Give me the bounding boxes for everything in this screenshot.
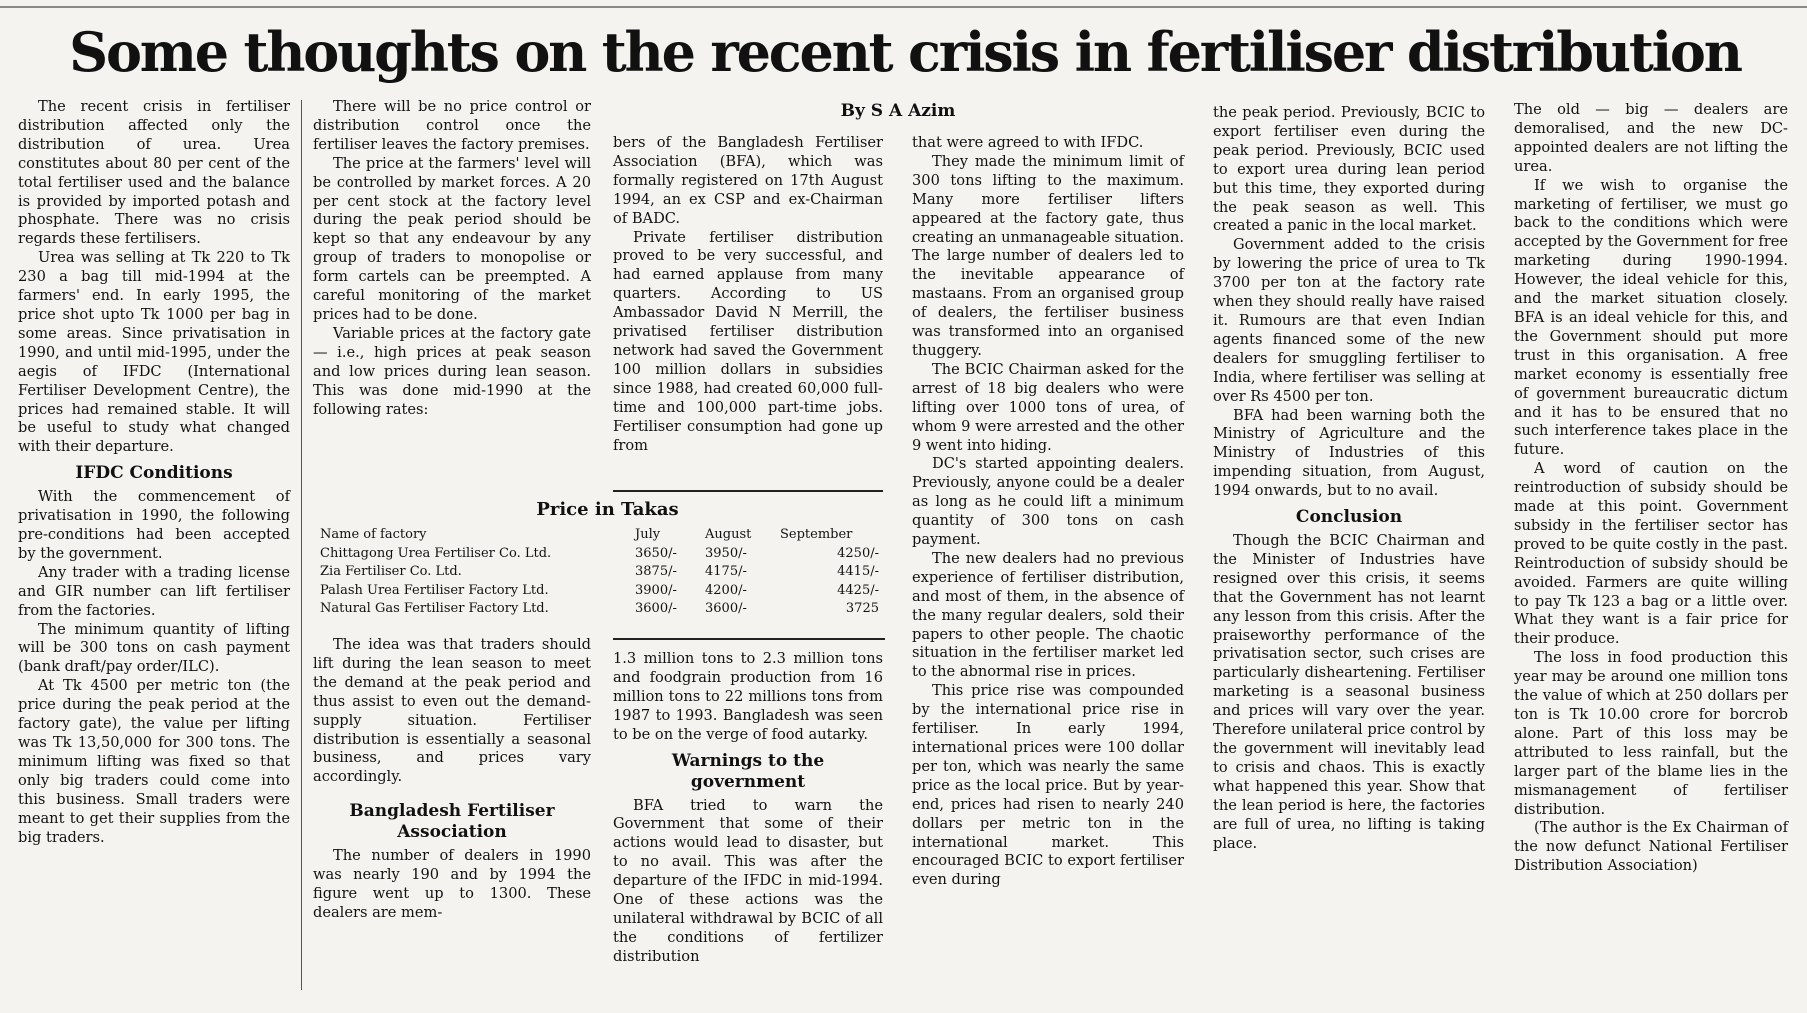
paragraph: bers of the Bangladesh Fertiliser Association (BFA), which was formally registered on 17th August 1994, an ex CSP and ex-Chairman of BADC.: [613, 134, 883, 227]
table-cell: Palash Urea Fertiliser Factory Ltd.: [320, 582, 549, 598]
paragraph: At Tk 4500 per metric ton (the price during the peak period at the factory gate), the value per lifting was Tk 13,50,000 for 300 tons. The minimum lifting was fixed so that only big traders could come into this business. Small traders were meant to get their supplies from the big traders.: [18, 677, 290, 846]
headline: Some thoughts on the recent crisis in fertiliser distribution: [69, 20, 1741, 84]
paragraph: Any trader with a trading license and GIR number can lift fertiliser from the factories.: [18, 563, 290, 619]
paragraph: DC's started appointing dealers. Previously, anyone could be a dealer as long as he could lift a minimum quantity of 300 tons on cash payment.: [912, 455, 1184, 549]
table-row: [320, 563, 885, 582]
paragraph: BFA had been warning both the Ministry of Agriculture and the Ministry of Industries of this impending situation, from August, 1994 onwards, but to no avail.: [1213, 406, 1485, 500]
subheading-conclusion: Conclusion: [1295, 507, 1403, 528]
paragraph: With the commencement of privatisation in 1990, the following pre-conditions had been accepted by the government.: [18, 488, 290, 562]
paragraph: Variable prices at the factory gate — i.e., high prices at peak season and low prices during lean season. This was done mid-1990 at the following rates:: [313, 324, 591, 418]
author-note: (The author is the Ex Chairman of the now defunct National Fertiliser Distribution Association): [1514, 819, 1788, 875]
table-cell: 4415/-: [837, 564, 879, 579]
paragraph: that were agreed to with IFDC.: [912, 134, 1144, 151]
paragraph: Though the BCIC Chairman and the Minister of Industries have resigned over this crisis, it seems that the Government has not learnt any lesson from this crisis. After the praiseworthy performance of the privatisation sector, such crises are particularly disheartening. Fertiliser marketing is a seasonal business and prices will vary over the year. Therefore unilateral price control by the government will inevitably lead to crisis and chaos. This is exactly what happened this year. Show that the lean period is here, the factories are full of urea, no lifting is taking place.: [1213, 532, 1485, 852]
column-2: [313, 98, 591, 419]
paragraph: The price at the farmers' level will be controlled by market forces. A 20 per cent stock at the factory level during the peak period should be kept so that any endeavour by any group of traders to monopolise or form cartels can be preempted. A careful monitoring of the market prices had to be done.: [313, 154, 591, 323]
paragraph: the peak period. Previously, BCIC to export fertiliser even during the peak period. Previously, BCIC used to export urea during lean period but this time, they exported during the peak season as well. This created a panic in the local market.: [1213, 104, 1485, 235]
paragraph: The minimum quantity of lifting will be 300 tons on cash payment (bank draft/pay order/ILC).: [18, 620, 290, 676]
paragraph: The idea was that traders should lift during the lean season to meet the demand at the peak period and thus assist to even out the demand-supply situation. Fertiliser distribution is essentially a seasonal business, and prices vary accordingly.: [313, 636, 591, 786]
table-header: July: [635, 527, 661, 542]
paragraph: The new dealers had no previous experience of fertiliser distribution, and most of them, in the absence of the many regular dealers, sold their papers to other people. The chaotic situation in the fertiliser market led to the abnormal rise in prices.: [912, 549, 1184, 681]
subheading-ifdc-conditions: IFDC Conditions: [75, 463, 233, 484]
byline: By S A Azim: [840, 101, 956, 121]
table-row: [320, 545, 885, 564]
column-1: [18, 98, 290, 847]
table-bottom-rule: [613, 638, 885, 640]
paragraph: Private fertiliser distribution proved to be very successful, and had earned applause from many quarters. According to US Ambassador David N Merrill, the privatised fertiliser distribution network had saved the Government 100 million dollars in subsidies since 1988, had created 60,000 full-time and 100,000 part-time jobs. Fertiliser consumption had gone up from: [613, 228, 883, 454]
column-5: [1213, 104, 1485, 853]
table-cell: 3725: [845, 601, 879, 616]
paragraph: There will be no price control or distribution control once the fertiliser leaves the factory premises.: [313, 98, 591, 153]
table-cell: 3650/-: [635, 545, 677, 561]
column-4: [912, 134, 1184, 890]
paragraph: The BCIC Chairman asked for the arrest of 18 big dealers who were lifting over 1000 tons of urea, of whom 9 were arrested and the other 9 went into hiding.: [912, 360, 1185, 454]
paragraph: The number of dealers in 1990 was nearly 190 and by 1994 the figure went up to 1300. These dealers are mem-: [313, 847, 591, 921]
price-table: [320, 498, 895, 619]
table-cell: 4200/-: [705, 582, 747, 598]
table-cell: Natural Gas Fertiliser Factory Ltd.: [320, 601, 549, 616]
table-cell: 4425/-: [837, 582, 879, 598]
column-2-lower: [313, 636, 591, 923]
rates-table: [320, 526, 885, 619]
subheading-warnings-to-the-government: Warnings to the government: [671, 750, 825, 792]
paragraph: The old — big — dealers are demoralised, and the new DC-appointed dealers are not lifting the urea.: [1514, 101, 1788, 175]
paragraph: Government added to the crisis by lowering the price of urea to Tk 3700 per ton at the factory rate when they should really have raised it. Rumours are that even Indian agents financed some of the new dealers for smuggling fertiliser to India, where fertiliser was selling at over Rs 4500 per ton.: [1213, 236, 1485, 405]
table-title: Price in Takas: [536, 499, 679, 520]
paragraph: 1.3 million tons to 2.3 million tons and foodgrain production from 16 million tons to 22 millions tons from 1987 to 1993. Bangladesh was seen to be on the verge of food autarky.: [613, 650, 883, 743]
column-3: [613, 134, 883, 455]
table-row: [320, 600, 885, 619]
table-header: August: [705, 527, 752, 542]
table-cell: 3900/-: [635, 582, 677, 598]
table-cell: Chittagong Urea Fertiliser Co. Ltd.: [320, 545, 552, 561]
paragraph: They made the minimum limit of 300 tons lifting to the maximum. Many more fertiliser lifters appeared at the factory gate, thus creating an unmanageable situation. The large number of dealers led to the inevitable appearance of mastaans. From an organised group of dealers, the fertiliser business was transformed into an organised thuggery.: [912, 152, 1185, 359]
subheading-bangladesh-fertiliser-association: Bangladesh Fertiliser Association: [349, 801, 555, 843]
paragraph: Urea was selling at Tk 220 to Tk 230 a bag till mid-1994 at the farmers' end. In early 1995, the price shot upto Tk 1000 per bag in some areas. Since privatisation in 1990, and until mid-1995, under the aegis of IFDC (International Fertiliser Development Centre), the prices had remained stable. It will be useful to study what changed with their departure.: [18, 249, 290, 456]
table-cell: 3950/-: [705, 545, 747, 561]
table-header: September: [780, 527, 853, 542]
table-cell: 3600/-: [635, 601, 677, 616]
paragraph: The loss in food production this year may be around one million tons the value of which at 250 dollars per ton is Tk 10.00 crore for borcrob alone. Part of this loss may be attributed to less rainfall, but the larger part of the blame lies in the mismanagement of fertiliser distribution.: [1514, 649, 1788, 818]
table-header: Name of factory: [320, 527, 427, 542]
table-cell: 3875/-: [635, 564, 677, 579]
table-cell: 3600/-: [705, 601, 747, 616]
table-cell: Zia Fertiliser Co. Ltd.: [320, 564, 462, 579]
column-3-lower: [613, 650, 883, 967]
table-header-row: [320, 526, 885, 545]
table-row: [320, 582, 885, 601]
paragraph: The recent crisis in fertiliser distribution affected only the distribution of urea. Urea constitutes about 80 per cent of the total fertiliser used and the balance is provided by imported potash and phosphate. There was no crisis regards these fertilisers.: [18, 98, 290, 248]
column-6: [1514, 101, 1788, 876]
paragraph: A word of caution on the reintroduction of subsidy should be made at this point. Government subsidy in the fertiliser sector has proved to be quite costly in the past. Reintroduction of subsidy should be avoided. Farmers are quite willing to pay Tk 123 a bag or a little over. What they want is a fair price for their produce.: [1514, 460, 1788, 648]
table-cell: 4250/-: [837, 545, 879, 561]
table-cell: 4175/-: [705, 564, 747, 579]
table-top-rule: [613, 490, 883, 492]
column-divider: [301, 100, 302, 990]
paragraph: This price rise was compounded by the international price rise in fertiliser. In early 1994, international prices were 100 dollar per ton, which was nearly the same price as the local price. But by year-end, prices had risen to nearly 240 dollars per metric ton in the international market. This encouraged BCIC to export fertiliser even during: [912, 682, 1184, 889]
paragraph: BFA tried to warn the Government that some of their actions would lead to disaster, but to no avail. This was after the departure of the IFDC in mid-1994. One of these actions was the unilateral withdrawal by BCIC of all the conditions of fertilizer distribution: [613, 796, 883, 965]
paragraph: If we wish to organise the marketing of fertiliser, we must go back to the conditions which were accepted by the Government for free marketing during 1990-1994. However, the ideal vehicle for this, and the market situation closely. BFA is an ideal vehicle for this, and the Government should put more trust in this organisation. A free market economy is essentially free of government bureaucratic dictum and it has to be ensured that no such interference takes place in the future.: [1514, 176, 1788, 459]
